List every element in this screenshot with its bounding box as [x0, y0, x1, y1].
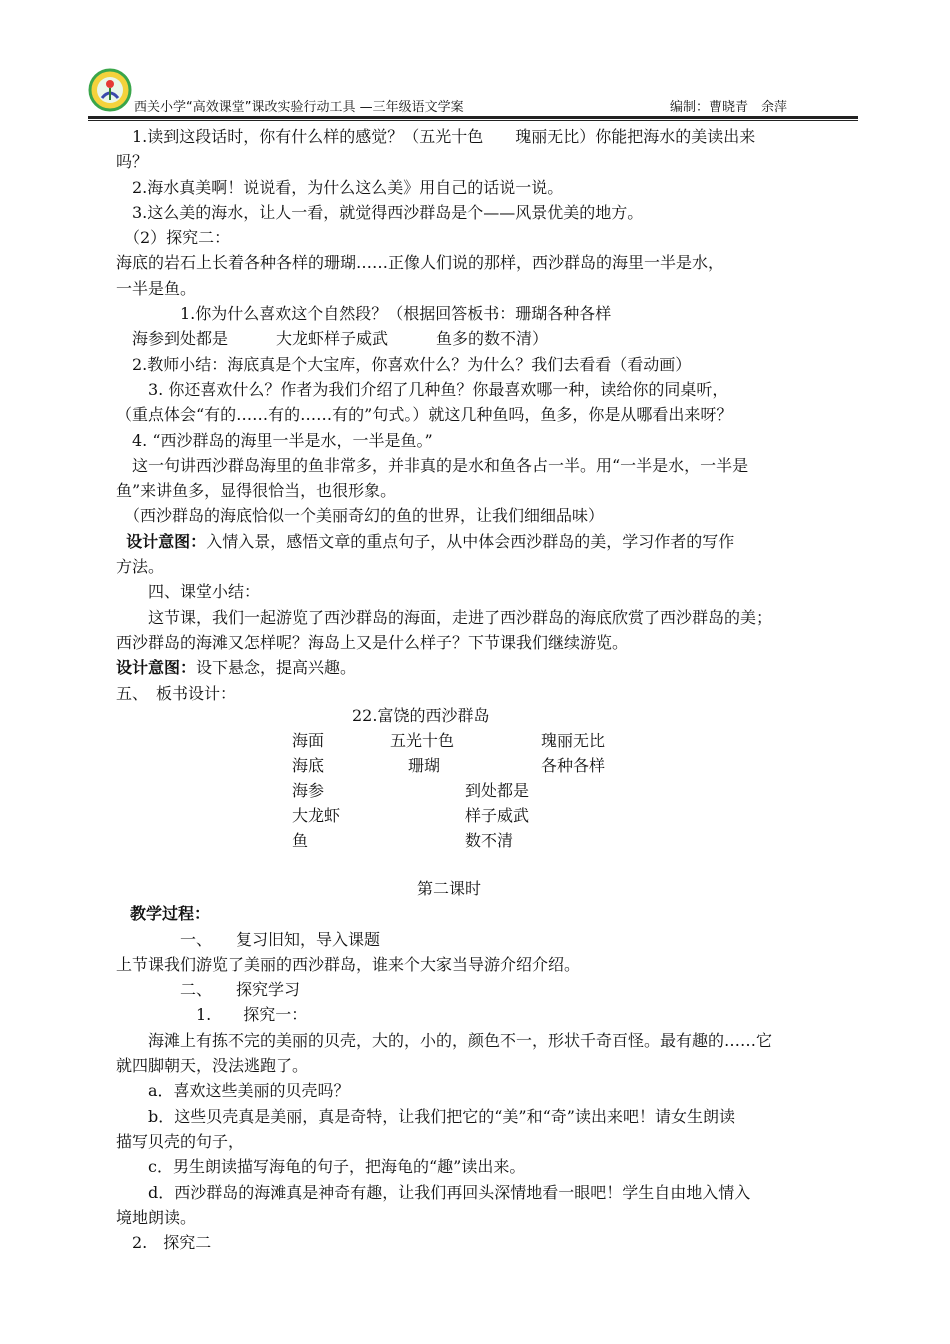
text-line: 鱼”来讲鱼多，显得很恰当，也很形象。 — [116, 481, 397, 501]
board-heading: 五、 板书设计： — [116, 683, 237, 703]
text-line: a．喜欢这些美丽的贝壳吗？ — [116, 1081, 350, 1101]
text-line: 上节课我们游览了美丽的西沙群岛，谁来个大家当导游介绍介绍。 — [116, 954, 581, 974]
summary-paragraph-cont: 西沙群岛的海滩又怎样呢？海岛上又是什么样子？下节课我们继续游览。 — [116, 632, 629, 652]
text-line: 海底的岩石上长着各种各样的珊瑚……正像人们说的那样，西沙群岛的海里一半是水， — [116, 253, 725, 273]
board-cell: 海参 — [292, 781, 325, 800]
header-rule-thin — [88, 120, 858, 121]
text-line: 2. 探究二 — [116, 1233, 212, 1253]
page-header — [88, 68, 858, 118]
board-cell: 样子威武 — [465, 806, 530, 825]
header-rule-thick — [88, 116, 858, 119]
board-cell: 到处都是 — [465, 781, 530, 800]
board-cell: 各种各样 — [541, 756, 606, 775]
text-line: b．这些贝壳真是美丽，真是奇特，让我们把它的“美”和“奇”读出来吧！请女生朗读 — [116, 1106, 735, 1126]
lesson-two-title: 第二课时 — [417, 879, 482, 898]
board-cell: 五光十色 — [390, 731, 455, 750]
summary-paragraph: 这节课，我们一起游览了西沙群岛的海面，走进了西沙群岛的海底欣赏了西沙群岛的美； — [116, 607, 773, 627]
text-line: 1. 探究一： — [116, 1005, 308, 1025]
design-intent-2 — [116, 655, 862, 680]
text-line: 就四脚朝天，没法逃跑了。 — [116, 1056, 309, 1076]
text-line: 一半是鱼。 — [116, 278, 197, 298]
design-intent-1 — [116, 529, 862, 554]
board-cell: 大龙虾 — [292, 806, 341, 825]
text-line: （2）探究二： — [116, 228, 231, 248]
text-line: d．西沙群岛的海滩真是神奇有趣，让我们再回头深情地看一眼吧！学生自由地入情入 — [116, 1182, 751, 1202]
header-school-title: 西关小学“高效课堂”课改实验行动工具 —三年级语文学案 — [134, 100, 464, 115]
text-line: 海参到处都是 大龙虾样子威武 鱼多的数不清） — [116, 329, 549, 349]
text-line: 1.你为什么喜欢这个自然段？（根据回答板书：珊瑚各种各样 — [116, 304, 612, 324]
board-cell: 海面 — [292, 731, 325, 750]
text-line: 海滩上有拣不完的美丽的贝壳，大的，小的，颜色不一，形状千奇百怪。最有趣的……它 — [116, 1030, 773, 1050]
text-line: 3.这么美的海水，让人一看，就觉得西沙群岛是个——风景优美的地方。 — [116, 202, 644, 222]
board-cell: 数不清 — [465, 831, 514, 850]
board-cell: 瑰丽无比 — [541, 731, 606, 750]
board-cell: 珊瑚 — [408, 756, 441, 775]
text-line: 3. 你还喜欢什么？作者为我们介绍了几种鱼？你最喜欢哪一种，读给你的同桌听， — [116, 379, 729, 399]
document-body — [116, 124, 862, 706]
board-cell: 海底 — [292, 756, 325, 775]
text-line: （西沙群岛的海底恰似一个美丽奇幻的鱼的世界，让我们细细品味） — [116, 506, 605, 526]
lesson-two — [116, 876, 862, 1255]
text-line: 吗？ — [116, 152, 149, 172]
text-line: 二、 探究学习 — [116, 980, 301, 1000]
board-title: 22.富饶的西沙群岛 — [352, 706, 490, 725]
text-line: 2.教师小结：海底真是个大宝库，你喜欢什么？为什么？我们去看看（看动画） — [116, 354, 692, 374]
design-intent-text: 设下悬念，提高兴趣。 — [196, 658, 357, 678]
text-line: 2.海水真美啊！说说看，为什么这么美》用自己的话说一说。 — [116, 177, 564, 197]
text-line: （重点体会“有的……有的……有的”句式。）就这几种鱼吗，鱼多，你是从哪看出来呀？ — [116, 405, 733, 425]
design-intent-label: 设计意图： — [126, 531, 207, 551]
board-cell: 鱼 — [292, 831, 309, 850]
text-line: 境地朗读。 — [116, 1207, 197, 1227]
text-line: 一、 复习旧知，导入课题 — [116, 929, 381, 949]
design-intent-text: 入情入景，感悟文章的重点句子，从中体会西沙群岛的美，学习作者的写作 — [206, 531, 735, 551]
school-logo-icon — [88, 68, 132, 112]
summary-heading: 四、课堂小结： — [116, 582, 261, 602]
design-intent-1-cont: 方法。 — [116, 557, 165, 577]
design-intent-label: 设计意图： — [116, 658, 197, 678]
text-line: 描写贝壳的句子， — [116, 1131, 245, 1151]
teaching-process-label: 教学过程： — [130, 904, 211, 924]
text-line: c．男生朗读描写海龟的句子，把海龟的“趣”读出来。 — [116, 1157, 526, 1177]
text-line: 这一句讲西沙群岛海里的鱼非常多，并非真的是水和鱼各占一半。用“一半是水，一半是 — [116, 455, 749, 475]
header-author: 编制：曹晓青 余萍 — [670, 100, 788, 115]
text-line: 1.读到这段话时，你有什么样的感觉？（五光十色 瑰丽无比）你能把海水的美读出来 — [116, 127, 756, 146]
text-line: 4. “西沙群岛的海里一半是水，一半是鱼。” — [116, 430, 433, 450]
